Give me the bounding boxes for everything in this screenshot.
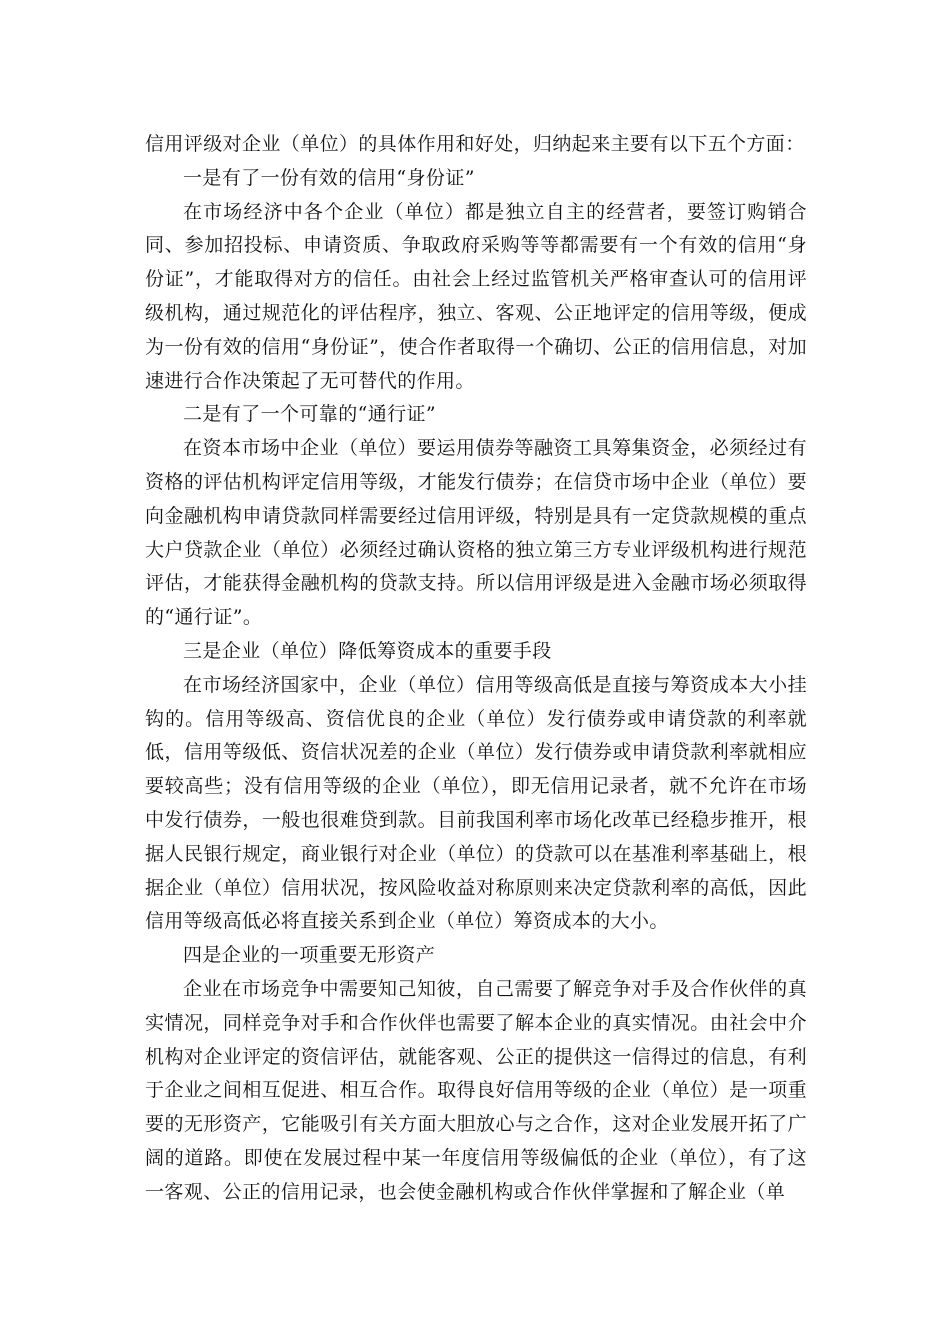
intro-paragraph: 信用评级对企业（单位）的具体作用和好处，归纳起来主要有以下五个方面：	[145, 133, 805, 155]
section-heading-4: 四是企业的一项重要无形资产	[183, 944, 436, 967]
section-paragraph-3: 在市场经济国家中，企业（单位）信用等级高低是直接与筹资成本大小挂钩的。信用等级高、资信优良的企业（单位）发行债券或申请贷款的利率就低，信用等级低、资信状况差的企业（单位）发行债券或申请贷款利率就相应要较高些；没有信用等级的企业（单位），即无信用记录者，就不允许在市场中发行债券，一般也很难贷到款。目前我国利率市场化改革已经稳步推开，根据人民银行规定，商业银行对企业（单位）的贷款可以在基准利率基础上，根据企业（单位）信用状况，按风险收益对称原则来决定贷款利率的高低，因此信用等级高低必将直接关系到企业（单位）筹资成本的大小。	[145, 673, 807, 933]
section-heading-2: 二是有了一个可靠的“通行证”	[183, 403, 437, 426]
section-paragraph-4: 企业在市场竞争中需要知己知彼，自己需要了解竞争对手及合作伙伴的真实情况，同样竞争对手和合作伙伴也需要了解本企业的真实情况。由社会中介机构对企业评定的资信评估，就能客观、公正的提供这一信得过的信息，有利于企业之间相互促进、相互合作。取得良好信用等级的企业（单位）是一项重要的无形资产，它能吸引有关方面大胆放心与之合作，这对企业发展开拓了广阔的道路。即使在发展过程中某一年度信用等级偏低的企业（单位），有了这一客观、公正的信用记录，也会使金融机构或合作伙伴掌握和了解企业（单	[145, 977, 807, 1203]
section-heading-1: 一是有了一份有效的信用“身份证”	[183, 166, 475, 189]
section-paragraph-1: 在市场经济中各个企业（单位）都是独立自主的经营者，要签订购销合同、参加招投标、申请资质、争取政府采购等等都需要有一个有效的信用“身份证”，才能取得对方的信任。由社会上经过监管机关严格审查认可的信用评级机构，通过规范化的评估程序，独立、客观、公正地评定的信用等级，便成为一份有效的信用“身份证”，使合作者取得一个确切、公正的信用信息，对加速进行合作决策起了无可替代的作用。	[145, 200, 807, 392]
document-body	[145, 128, 807, 1210]
section-heading-3: 三是企业（单位）降低筹资成本的重要手段	[183, 639, 552, 662]
section-paragraph-2: 在资本市场中企业（单位）要运用债券等融资工具筹集资金，必须经过有资格的评估机构评定信用等级，才能发行债券；在信贷市场中企业（单位）要向金融机构申请贷款同样需要经过信用评级，特别是具有一定贷款规模的重点大户贷款企业（单位）必须经过确认资格的独立第三方专业评级机构进行规范评估，才能获得金融机构的贷款支持。所以信用评级是进入金融市场必须取得的“通行证”。	[145, 437, 807, 629]
